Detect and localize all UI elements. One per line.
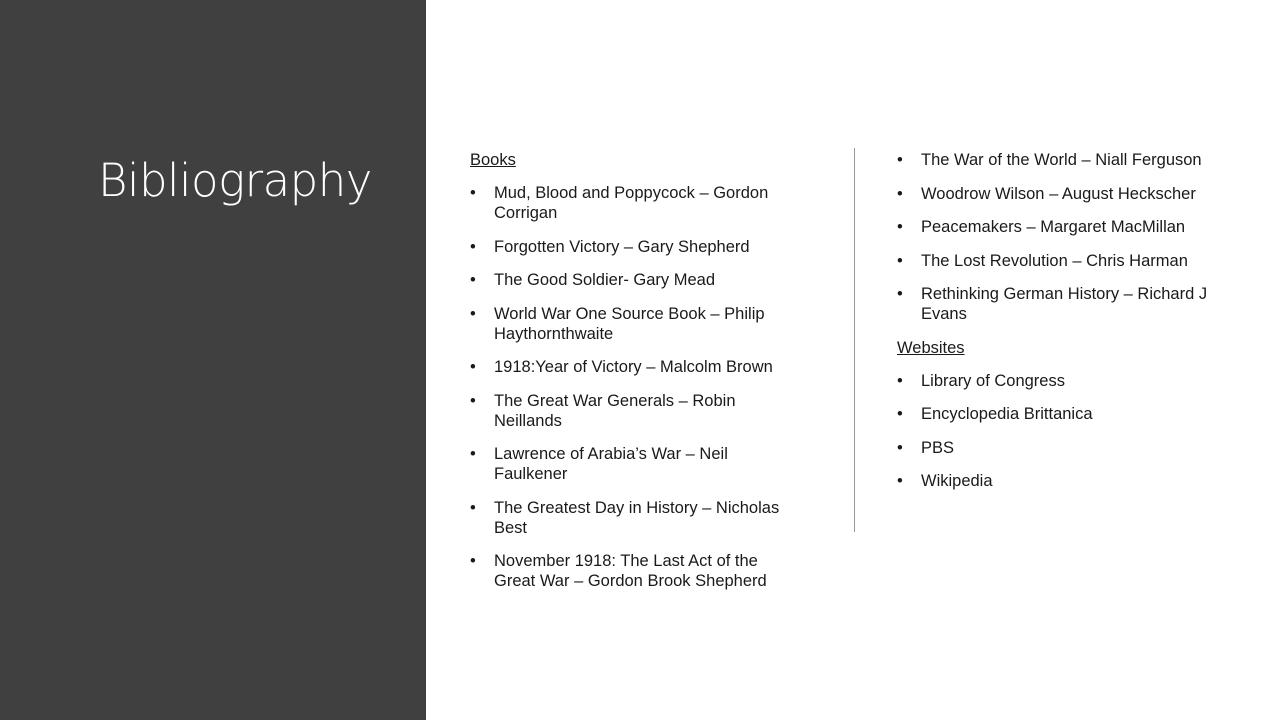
list-item: • Encyclopedia Brittanica [897, 404, 1237, 424]
list-item: • The Great War Generals – Robin Neillands [470, 391, 800, 431]
list-item: • Forgotten Victory – Gary Shepherd [470, 237, 800, 257]
list-item: • The Lost Revolution – Chris Harman [897, 251, 1237, 271]
list-item: • World War One Source Book – Philip Haythornthwaite [470, 304, 800, 344]
websites-list [897, 371, 1237, 492]
books-column-left [470, 150, 800, 605]
books-heading: Books [470, 151, 516, 169]
column-divider [854, 148, 855, 532]
books-list-left [470, 183, 800, 591]
list-item: • Wikipedia [897, 471, 1237, 491]
list-item: • The Good Soldier- Gary Mead [470, 270, 800, 290]
list-item: • The Greatest Day in History – Nicholas Best [470, 498, 800, 538]
list-item: • Rethinking German History – Richard J Evans [897, 284, 1237, 324]
list-item: • Woodrow Wilson – August Heckscher [897, 184, 1237, 204]
list-item: • Peacemakers – Margaret MacMillan [897, 217, 1237, 237]
list-item: • Library of Congress [897, 371, 1237, 391]
list-item: • Mud, Blood and Poppycock – Gordon Corrigan [470, 183, 800, 223]
list-item: • The War of the World – Niall Ferguson [897, 150, 1237, 170]
websites-heading: Websites [897, 338, 965, 357]
list-item: • November 1918: The Last Act of the Great War – Gordon Brook Shepherd [470, 551, 800, 591]
books-list-right [897, 150, 1237, 324]
books-column-right [897, 150, 1237, 505]
slide-title: Bibliography [98, 154, 372, 207]
title-panel [0, 0, 426, 720]
list-item: • PBS [897, 438, 1237, 458]
list-item: • Lawrence of Arabia’s War – Neil Faulkener [470, 444, 800, 484]
list-item: • 1918:Year of Victory – Malcolm Brown [470, 357, 800, 377]
